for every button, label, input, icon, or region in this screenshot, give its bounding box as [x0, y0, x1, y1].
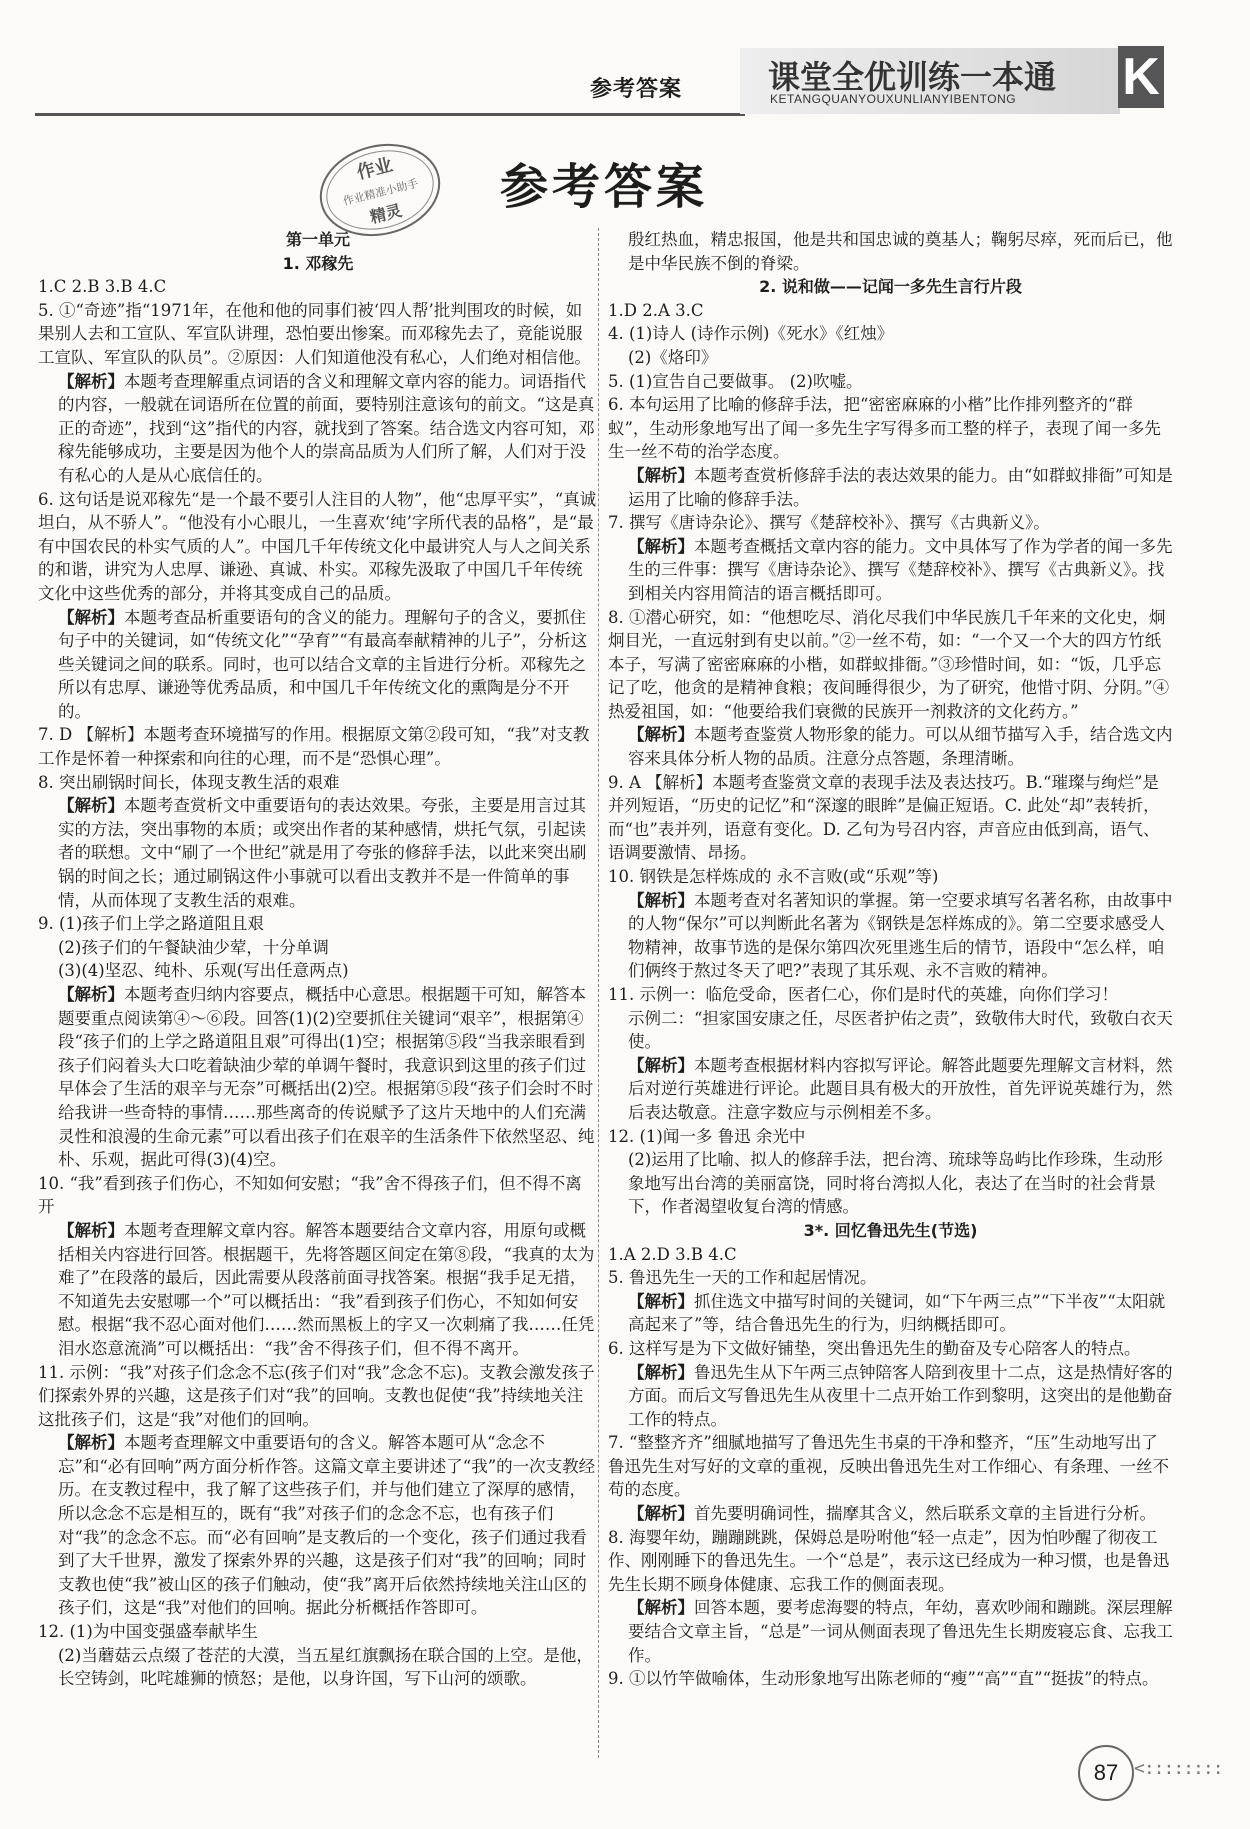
analysis-item	[608, 723, 1173, 770]
analysis-item	[608, 1596, 1173, 1667]
analysis-label: 【解析】	[58, 1433, 124, 1453]
answer-item: 1.D 2.A 3.C	[608, 300, 704, 320]
answer-subitem: (2)当蘑菇云点缀了苍茫的大漠，当五星红旗飘扬在联合国的上空。是他，长空铸剑，叱咤雄狮的愤怒；是他，以身许国，写下山河的颂歌。	[58, 1645, 593, 1689]
analysis-text: 本题考查赏析修辞手法的表达效果的能力。由“如群蚁排衙”可知是运用了比喻的修辞手法。	[628, 465, 1173, 509]
brand-k-logo: K	[1118, 46, 1164, 108]
answer-item: 12. (1)闻一多 鲁迅 余光中	[608, 1126, 806, 1146]
analysis-label: 【解析】	[58, 985, 124, 1004]
left-column	[38, 228, 598, 1691]
answer-item: 6. 这样写是为下文做好铺垫，突出鲁迅先生的勤奋及专心陪客人的特点。	[608, 1338, 1141, 1358]
analysis-item	[38, 606, 598, 724]
analysis-text: 本题考查对名著知识的掌握。第一空要求填写名著名称，由故事中的人物“保尔”可以判断此名著为《钢铁是怎样炼成的》。第二空要求感受人物精神，故事节选的是保尔第四次死里逃生后的情节，语段中“怎么样，咱们俩终于熬过冬天了吧?”表现了其乐观、永不言败的精神。	[628, 890, 1173, 981]
analysis-text: 本题考查归纳内容要点，概括中心意思。根据题干可知，解答本题要重点阅读第④～⑥段。回答(1)(2)空要抓住关键词“艰辛”，根据第④段“孩子们的上学之路道阻且艰”可得出(1)空；根据第⑤段“当我亲眼看到孩子们闷着头大口吃着缺油少荤的单调午餐时，我意识到这里的孩子们过早体会了生活的艰辛与无奈”可概括出(2)空。根据第⑤段“孩子们会时不时给我讲一些奇特的事情……那些离奇的传说赋予了这片天地中的人们充满灵性和浪漫的生命元素”可以看出孩子们在艰辛的生活条件下依然坚忍、纯朴、乐观，据此可得(3)(4)空。	[58, 985, 595, 1170]
analysis-item	[608, 889, 1173, 983]
analysis-label: 【解析】	[58, 607, 124, 627]
section-heading: 1. 邓稼先	[282, 253, 354, 273]
analysis-text: 本题考查理解重点词语的含义和理解文章内容的能力。词语指代的内容，一般就在词语所在位置的前面，要特别注意该句的前文。“这是真正的奇迹”，找到“这”指代的内容，就找到了答案。结合选文内容可知，邓稼先能够成功，主要是因为他个人的崇高品质为人们所了解，人们对于没有私心的人是从心底信任的。	[58, 371, 595, 485]
analysis-text: 首先要明确词性，揣摩其含义，然后联系文章的主旨进行分析。	[694, 1504, 1156, 1524]
answer-subitem: (2)孩子们的午餐缺油少荤，十分单调	[58, 937, 329, 957]
answer-subitem: 示例二：“担家国安康之任，尽医者护佑之责”，致敬伟大时代，致敬白衣天使。	[628, 1008, 1173, 1052]
answer-item: 11. 示例：“我”对孩子们念念不忘(孩子们对“我”念念不忘)。支教会激发孩子们探索外界的兴趣，这是孩子们对“我”的回响。支教也促使“我”持续地关注这批孩子们，这是“我”对他们的回响。	[38, 1362, 595, 1429]
unit-heading: 第一单元	[285, 230, 350, 249]
answer-item: 12. (1)为中国变强盛奉献毕生	[38, 1622, 258, 1642]
analysis-label: 【解析】	[58, 796, 124, 816]
analysis-text: 本题考查概括文章内容的能力。文中具体写了作为学者的闻一多先生的三件事：撰写《唐诗杂论》、撰写《楚辞校补》、撰写《古典新义》。找到相关内容用简洁的语言概括即可。	[628, 536, 1173, 603]
analysis-item	[608, 464, 1173, 511]
analysis-label: 【解析】	[58, 371, 124, 391]
analysis-text: 本题考查理解文章内容。解答本题要结合文章内容，用原句或概括相关内容进行回答。根据题干，先将答题区间定在第⑧段，“我真的太为难了”在段落的最后，因此需要从段落前面寻找答案。根据“我手足无措，不知道先去安慰哪一个”可以概括出：“我”看到孩子们伤心，不知如何安慰。根据“我不忍心面对他们……然而黑板上的字又一次刺痛了我……任凭泪水恣意流淌”可以概括出：“我”舍不得孩子们，但不得不离开。	[58, 1220, 595, 1358]
analysis-label: 【解析】	[628, 1504, 694, 1524]
analysis-item	[38, 1219, 598, 1361]
header-label: 参考答案	[590, 77, 683, 102]
analysis-label: 【解析】	[628, 1291, 694, 1311]
page-header	[0, 0, 1250, 125]
answer-subitem: 殷红热血，精忠报国，他是共和国忠诚的奠基人；鞠躬尽瘁，死而后已，他是中华民族不倒的脊梁。	[628, 230, 1173, 273]
header-rule	[35, 113, 745, 116]
answer-item: 9. (1)孩子们上学之路道阻且艰	[38, 914, 264, 934]
analysis-item	[608, 1054, 1173, 1125]
answer-item: 7. D 【解析】本题考查环境描写的作用。根据原文第②段可知，“我”对支教工作是怀着一种探索和向往的心理，而不是“恐惧心理”。	[38, 725, 590, 769]
analysis-text: 鲁迅先生从下午两三点钟陪客人陪到夜里十二点，这是热情好客的方面。而后文写鲁迅先生从夜里十二点开始工作到黎明，这突出的是他勤奋工作的特点。	[628, 1362, 1173, 1429]
svg-text:作业: 作业	[354, 154, 395, 184]
analysis-item	[38, 1431, 598, 1620]
brand-pinyin: KETANGQUANYOUXUNLIANYIBENTONG	[770, 92, 1017, 106]
answer-item: 7. “整整齐齐”细腻地描写了鲁迅先生书桌的干净和整齐，“压”生动地写出了鲁迅先生对写好的文章的重视，反映出鲁迅先生对工作细心、有条理、一丝不苟的态度。	[608, 1433, 1169, 1500]
section-heading: 3*. 回忆鲁迅先生(节选)	[803, 1220, 978, 1240]
analysis-item	[608, 1361, 1173, 1432]
analysis-label: 【解析】	[628, 1598, 694, 1618]
analysis-text: 本题考查赏析文中重要语句的表达效果。夸张，主要是用言过其实的方法，突出事物的本质；或突出作者的某种感情，烘托气氛，引起读者的联想。文中“刷了一个世纪”就是用了夸张的修辞手法，以此来突出刷锅的时间之长；通过刷锅这件小事就可以看出支教并不是一件简单的事情，从而体现了支教生活的艰难。	[58, 796, 587, 910]
analysis-item	[38, 983, 598, 1172]
answer-item: 11. 示例一：临危受命，医者仁心，你们是时代的英雄，向你们学习！	[608, 985, 1118, 1004]
answer-item: 5. (1)宣告自己要做事。 (2)吹嘘。	[608, 371, 863, 391]
section-heading: 2. 说和做——记闻一多先生言行片段	[759, 277, 1022, 297]
answer-item: 8. 突出刷锅时间长，体现支教生活的艰难	[38, 772, 340, 792]
analysis-label: 【解析】	[58, 1220, 124, 1240]
answer-subitem: (2)《烙印》	[628, 347, 718, 367]
answer-subitem: (2)运用了比喻、拟人的修辞手法，把台湾、琉球等岛屿比作珍珠，生动形象地写出台湾的美丽富饶，同时将台湾拟人化，表达了在当时的社会背景下，作者渴望收复台湾的情感。	[628, 1150, 1163, 1217]
analysis-label: 【解析】	[628, 536, 694, 556]
analysis-item	[38, 794, 598, 912]
analysis-text: 本题考查理解文中重要语句的含义。解答本题可从“念念不忘”和“必有回响”两方面分析作答。这篇文章主要讲述了“我”的一次支教经历。在支教过程中，我了解了这些孩子们，并与他们建立了深厚的感情，所以念念不忘是相互的，既有“我”对孩子们的念念不忘，也有孩子们对“我”的念念不忘。而“必有回响”是支教后的一个变化，孩子们通过我看到了大千世界，激发了探索外界的兴趣，这是孩子们对“我”的回响；同时支教也使“我”被山区的孩子们触动，使“我”离开后依然持续地关注山区的孩子们，这是“我”对他们的回响。据此分析概括作答即可。	[58, 1433, 596, 1618]
answer-item: 6. 本句运用了比喻的修辞手法，把“密密麻麻的小楷”比作排列整齐的“群蚁”，生动形象地写出了闻一多先生字写得多而工整的样子，表现了闻一多先生一丝不苟的治学态度。	[608, 395, 1161, 462]
column-divider	[598, 228, 599, 1758]
answer-subitem: (3)(4)坚忍、纯朴、乐观(写出任意两点)	[58, 961, 349, 981]
analysis-text: 抓住选文中描写时间的关键词，如“下午两三点”“下半夜”“太阳就高起来了”等，结合鲁迅先生的行为，归纳概括即可。	[628, 1291, 1166, 1335]
analysis-label: 【解析】	[628, 890, 694, 910]
svg-text:作业精准小助手: 作业精准小助手	[341, 176, 420, 209]
answer-item: 10. “我”看到孩子们伤心，不知如何安慰；“我”舍不得孩子们，但不得不离开	[38, 1173, 582, 1217]
left-arrow-icon: <::::::::	[1134, 1758, 1223, 1779]
analysis-label: 【解析】	[628, 1362, 694, 1382]
analysis-text: 回答本题，要考虑海婴的特点，年幼，喜欢吵闹和蹦跳。深层理解要结合文章主旨，“总是”一词从侧面表现了鲁迅先生长期废寝忘食、忘我工作。	[628, 1598, 1173, 1665]
answer-item: 8. ①潜心研究，如：“他想吃尽、消化尽我们中华民族几千年来的文化史，炯炯目光，一直远射到有史以前。”②一丝不苟，如：“一个又一个大的四方竹纸本子，写满了密密麻麻的小楷，如群蚁排衙。”③珍惜时间，如：“饭，几乎忘记了吃，他贪的是精神食粮；夜间睡得很少，为了研究，他惜寸阴、分阴。”④热爱祖国，如：“他要给我们衰微的民族开一剂救济的文化药方。”	[608, 607, 1170, 721]
answer-item: 9. ①以竹竿做喻体，生动形象地写出陈老师的“瘦”“高”“直”“挺拔”的特点。	[608, 1669, 1159, 1689]
svg-text:精灵: 精灵	[368, 200, 404, 227]
answer-item: 5. 鲁迅先生一天的工作和起居情况。	[608, 1268, 877, 1288]
analysis-label: 【解析】	[628, 1055, 694, 1075]
answer-item: 5. ①“奇迹”指“1971年，在他和他的同事们被‘四人帮’批判围攻的时候，如果别人去和工宣队、军宣队讲理，恐怕要出惨案。而邓稼先去了，竟能说服工宣队、军宣队的队员”。②原因：人们知道他没有私心，人们绝对相信他。	[38, 300, 591, 367]
analysis-text: 本题考查鉴赏人物形象的能力。可以从细节描写入手，结合选文内容来具体分析人物的品质。注意分点答题，条理清晰。	[628, 725, 1173, 769]
page-number: 87	[1078, 1745, 1134, 1801]
analysis-label: 【解析】	[628, 465, 694, 485]
analysis-text: 本题考查品析重要语句的含义的能力。理解句子的含义，要抓住句子中的关键词，如“传统文化”“孕育”“有最高奉献精神的儿子”，分析这些关键词之间的联系。同时，也可以结合文章的主旨进行分析。邓稼先之所以有忠厚、谦逊等优秀品质，和中国几千年传统文化的熏陶是分不开的。	[58, 607, 588, 721]
analysis-item	[608, 1290, 1173, 1337]
answer-item: 7. 撰写《唐诗杂论》、撰写《楚辞校补》、撰写《古典新义》。	[608, 513, 1050, 533]
answer-item: 8. 海婴年幼，蹦蹦跳跳，保姆总是吩咐他“轻一点走”，因为怕吵醒了彻夜工作、刚刚睡下的鲁迅先生。一个“总是”，表示这已经成为一种习惯，也是鲁迅先生长期不顾身体健康、忘我工作的侧面表现。	[608, 1527, 1170, 1594]
analysis-item	[608, 535, 1173, 606]
answer-item: 9. A 【解析】本题考查鉴赏文章的表现手法及表达技巧。B.“璀璨与绚烂”是并列短语，“历史的记忆”和“深邃的眼眸”是偏正短语。C. 此处“却”表转折，而“也”表并列，语意有变化。D. 乙句为号召内容，声音应由低到高，语气、语调要激情、昂扬。	[608, 772, 1160, 863]
answer-item: 1.A 2.D 3.B 4.C	[608, 1244, 737, 1264]
answer-item: 4. (1)诗人 (诗作示例)《死水》《红烛》	[608, 324, 894, 344]
analysis-item	[608, 1502, 1173, 1526]
brand-title: 课堂全优训练一本通	[768, 58, 1057, 96]
answer-item: 1.C 2.B 3.B 4.C	[38, 277, 167, 297]
analysis-item	[38, 370, 598, 488]
right-column	[608, 228, 1173, 1691]
analysis-text: 本题考查根据材料内容拟写评论。解答此题要先理解文言材料，然后对逆行英雄进行评论。此题目具有极大的开放性，首先评说英雄行为，然后表达敬意。注意字数应与示例相差不多。	[628, 1055, 1173, 1122]
page-title: 参考答案	[500, 159, 709, 215]
answer-item: 10. 钢铁是怎样炼成的 永不言败(或“乐观”等)	[608, 867, 939, 887]
analysis-label: 【解析】	[628, 725, 694, 745]
answer-item: 6. 这句话是说邓稼先“是一个最不要引人注目的人物”，他“忠厚平实”，“真诚坦白，从不骄人”。“他没有小心眼儿，一生喜欢‘纯’字所代表的品格”，是“最有中国农民的朴实气质的人”。中国几千年传统文化中最讲究人与人之间关系的和谐，讲究为人忠厚、谦逊、真诚、朴实。邓稼先汲取了中国几千年传统文化中这些优秀的部分，并将其变成自己的品质。	[38, 489, 597, 603]
